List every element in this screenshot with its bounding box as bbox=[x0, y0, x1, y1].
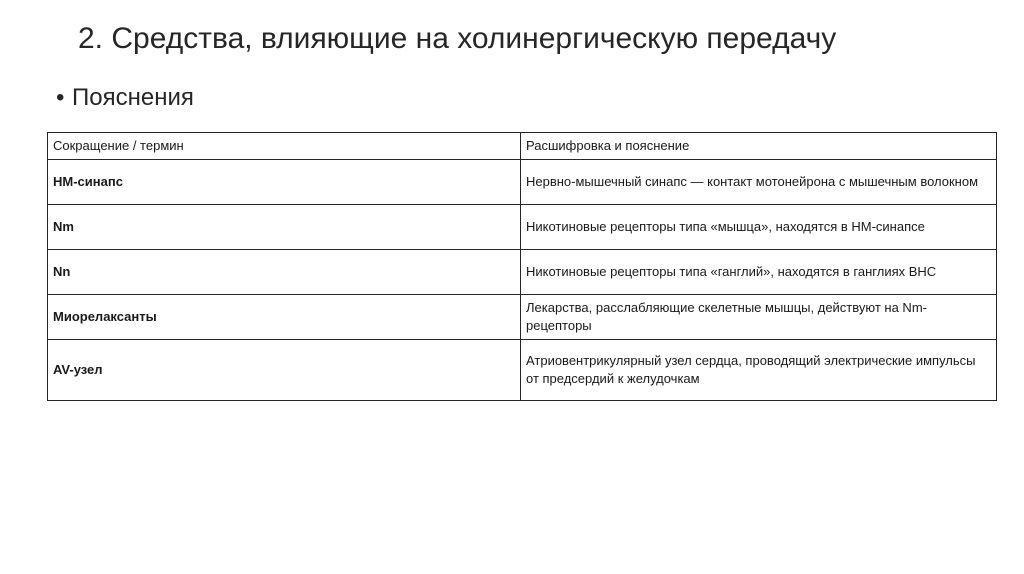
description-cell: Лекарства, расслабляющие скелетные мышцы, действуют на Nm-рецепторы bbox=[521, 295, 997, 340]
table-header-row bbox=[48, 133, 997, 160]
term-cell: НМ-синапс bbox=[48, 160, 521, 205]
term-cell: Nn bbox=[48, 250, 521, 295]
term-cell: Миорелаксанты bbox=[48, 295, 521, 340]
terms-table bbox=[47, 132, 997, 401]
term-cell: AV-узел bbox=[48, 340, 521, 401]
bullet-dot-icon: • bbox=[56, 84, 65, 111]
table-row bbox=[48, 250, 997, 295]
term-cell: Nm bbox=[48, 205, 521, 250]
slide-title: 2. Средства, влияющие на холинергическую передачу bbox=[78, 22, 837, 55]
table-row bbox=[48, 295, 997, 340]
header-cell-term: Сокращение / термин bbox=[48, 133, 521, 160]
header-cell-description: Расшифровка и пояснение bbox=[521, 133, 997, 160]
description-cell: Никотиновые рецепторы типа «ганглий», находятся в ганглиях ВНС bbox=[521, 250, 997, 295]
bullet-text: Пояснения bbox=[72, 84, 194, 111]
bullet-item bbox=[56, 84, 194, 112]
description-cell: Атриовентрикулярный узел сердца, проводящий электрические импульсы от предсердий к желудочкам bbox=[521, 340, 997, 401]
table-row bbox=[48, 205, 997, 250]
description-cell: Нервно-мышечный синапс — контакт мотонейрона с мышечным волокном bbox=[521, 160, 997, 205]
table-row bbox=[48, 160, 997, 205]
description-cell: Никотиновые рецепторы типа «мышца», находятся в НМ-синапсе bbox=[521, 205, 997, 250]
table-row bbox=[48, 340, 997, 401]
